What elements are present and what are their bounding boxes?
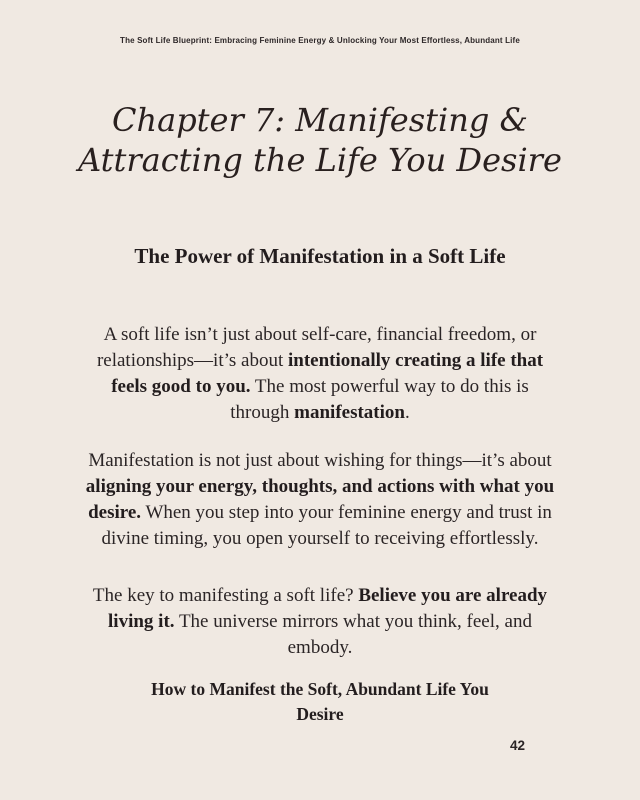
chapter-title-line-2: Attracting the Life You Desire bbox=[78, 141, 562, 179]
running-header: The Soft Life Blueprint: Embracing Feminine Energy & Unlocking Your Most Effortless, Abundant Life bbox=[120, 36, 520, 45]
page-number: 42 bbox=[510, 738, 526, 753]
sub-heading: How to Manifest the Soft, Abundant Life You Desire bbox=[151, 679, 489, 724]
section-heading: The Power of Manifestation in a Soft Life bbox=[134, 244, 506, 268]
chapter-title-line-1: Chapter 7: Manifesting & bbox=[112, 101, 528, 139]
body-paragraph-2: Manifestation is not just about wishing for things—it’s about aligning your energy, thoughts, and actions with what you desire. When you step into your feminine energy and trust in divine timing, you open yourself to receiving effortlessly. bbox=[85, 450, 555, 549]
chapter-title bbox=[0, 100, 640, 180]
body-paragraph-1: A soft life isn’t just about self-care, financial freedom, or relationships—it’s about intentionally creating a life that feels good to you. The most powerful way to do this is through manifestation. bbox=[96, 324, 544, 423]
body-paragraph-3: The key to manifesting a soft life? Believe you are already living it. The universe mirrors what you think, feel, and embody. bbox=[92, 585, 548, 658]
